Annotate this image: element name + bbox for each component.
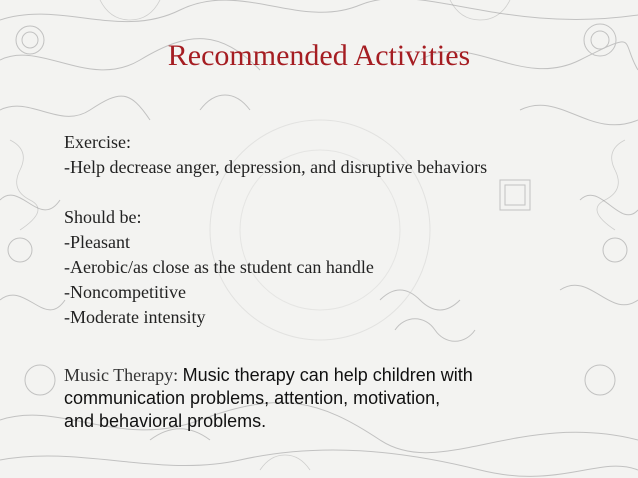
exercise-heading: Exercise:	[64, 132, 131, 152]
music-therapy-text: communication problems, attention, motivation,	[64, 388, 441, 408]
spacer	[64, 180, 624, 205]
slide-title: Recommended Activities	[167, 39, 471, 72]
music-therapy-block	[64, 364, 624, 433]
music-therapy-text: and behavioral problems.	[64, 411, 267, 431]
should-be-item: -Aerobic/as close as the student can handle	[64, 257, 374, 277]
should-be-item: -Moderate intensity	[64, 307, 206, 327]
should-be-item: -Pleasant	[64, 232, 130, 252]
music-therapy-label: Music Therapy:	[64, 365, 183, 385]
should-be-heading: Should be:	[64, 207, 142, 227]
slide-body	[64, 130, 624, 330]
music-line	[64, 364, 624, 387]
exercise-point: -Help decrease anger, depression, and disruptive behaviors	[64, 157, 488, 177]
should-be-item: -Noncompetitive	[64, 282, 186, 302]
music-therapy-text: Music therapy can help children with	[182, 365, 473, 385]
